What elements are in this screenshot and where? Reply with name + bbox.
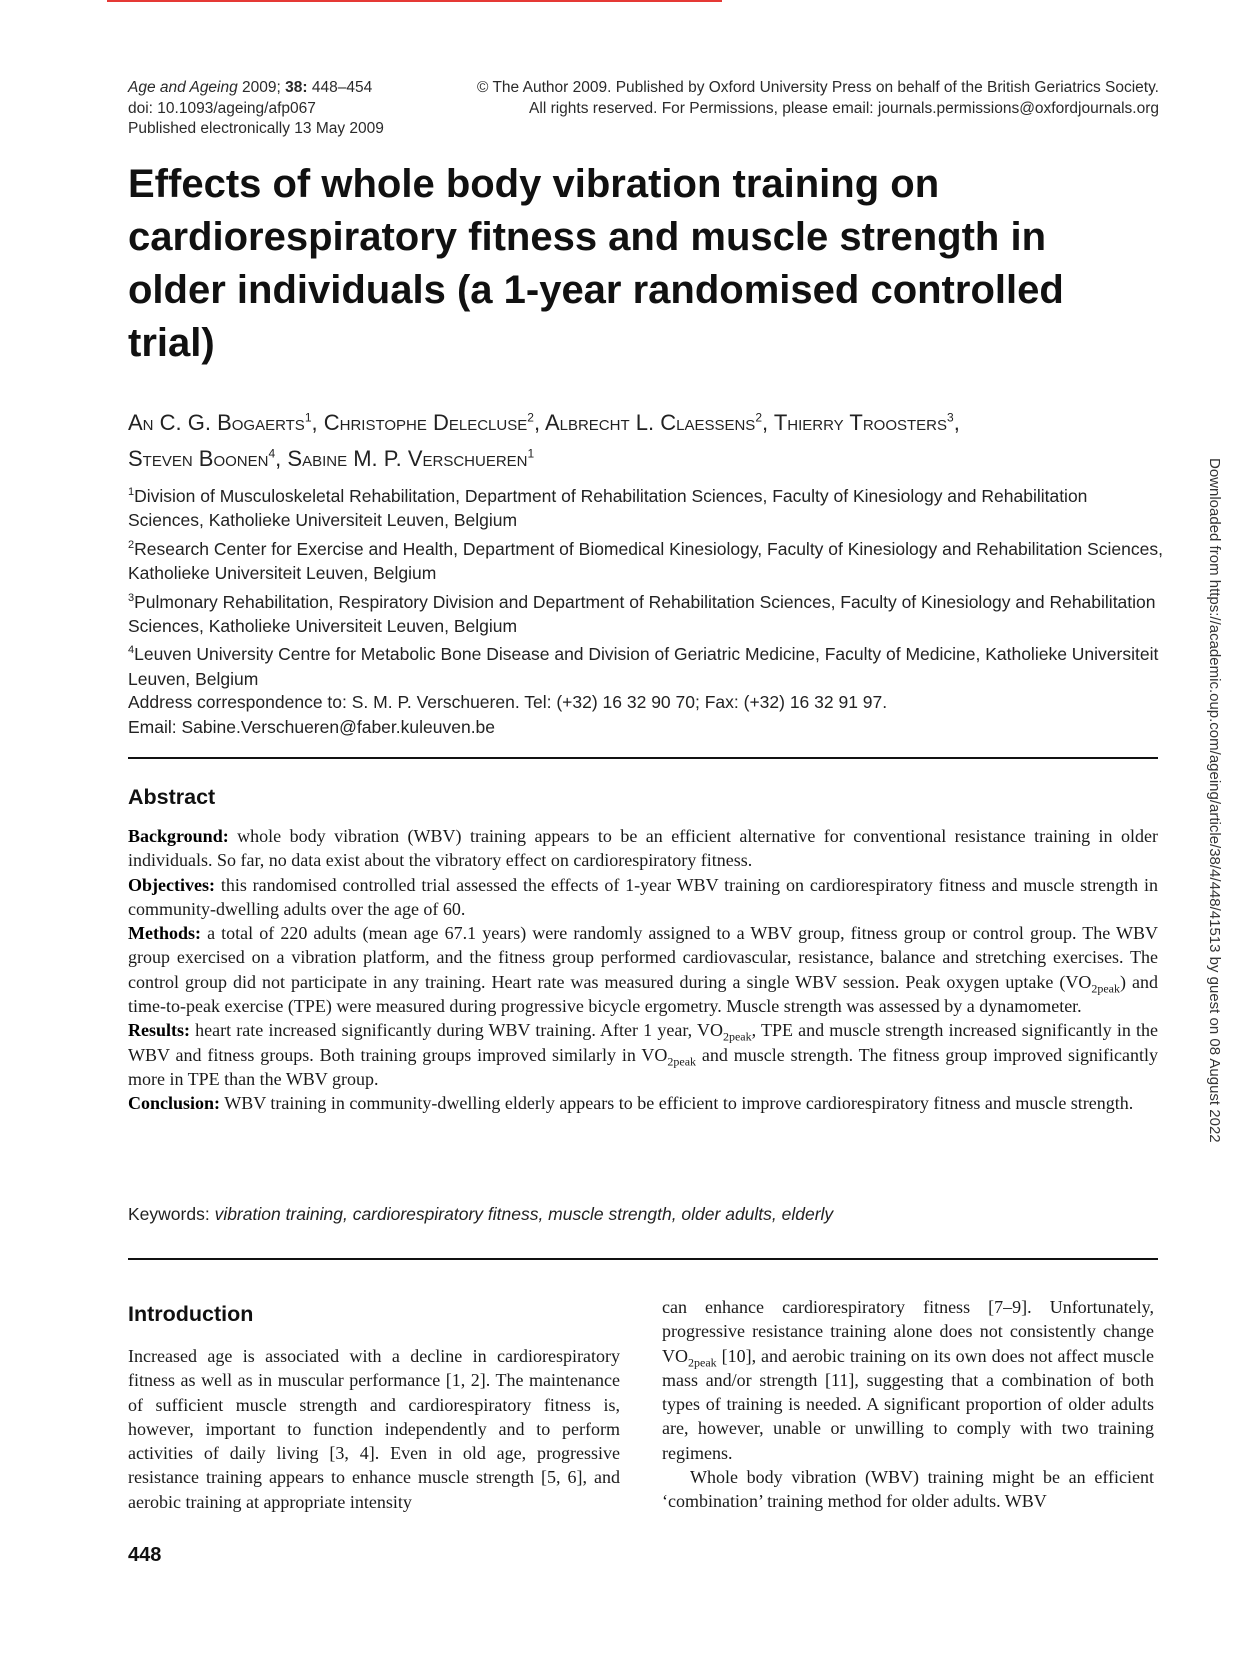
download-notice: Downloaded from https://academic.oup.com/ageing/article/38/4/448/41513 by guest on 08 August 2022: [1206, 458, 1223, 1143]
author-list: [128, 403, 1168, 474]
abstract-objectives: Objectives: this randomised controlled trial assessed the effects of 1-year WBV training on cardiorespiratory fitness and muscle strength in community-dwelling adults over the age of 60.: [128, 874, 1158, 919]
affiliation: $^3$Pulmonary Rehabilitation, Respiratory Division and Department of Rehabilitation Sciences, Faculty of Kinesiology and Rehabilitation Sciences, Katholieke Universiteit Leuven, Belgium: [128, 591, 1156, 636]
abstract-methods: Methods: a total of 220 adults (mean age 67.1 years) were randomly assigned to a WBV group, fitness group or control group. The WBV group exercised on a vibration platform, and the fitness group performed cardiovascular, resistance, balance and stretching exercises. The control group did not participate in any training. Heart rate was measured during a single WBV session. Peak oxygen uptake $(VO_{2peak})$ and time-to-peak exercise (TPE) were measured during progressive bicycle ergometry. Muscle strength was assessed by a dynamometer.: [128, 923, 1158, 1017]
author: An C. G. Bogaerts$^1$,: [128, 410, 324, 436]
volume: 38:: [285, 79, 308, 96]
intro-column-right: can enhance cardiorespiratory fitness [7–9]. Unfortunately, progressive resistance training alone does not consistently change $VO_{2peak}$ [10], and aerobic training on its own does not affect muscle mass and/or strength [11], suggesting that a combination of both types of training is needed. A significant proportion of older adults are, however, unable or unwilling to comply with two training regimens. Whole body vibration (WBV) training might be an efficient ‘combination’ training method for older adults. WBV: [662, 1297, 1154, 1512]
affiliation: $^1$Division of Musculoskeletal Rehabilitation, Department of Rehabilitation Sciences, Faculty of Kinesiology and Rehabilitation Sciences, Katholieke Universiteit Leuven, Belgium: [128, 485, 1088, 531]
abstract-heading: Abstract: [128, 785, 216, 809]
copyright-notice: © The Author 2009. Published by Oxford University Press on behalf of the British Geriatrics Society. All rights reserved. For Permissions, please email: journals.permissions@oxfordjournals.org: [477, 79, 1159, 117]
intro-column-left: Increased age is associated with a decline in cardiorespiratory fitness as well as in muscular performance [1, 2]. The maintenance of sufficient muscle strength and cardiorespiratory fitness is, however, important to function independently and to perform activities of daily living [3, 4]. Even in old age, progressive resistance training appears to enhance muscle strength [5, 6], and aerobic training at appropriate intensity: [128, 1346, 620, 1512]
author: Thierry Troosters$^3$,: [773, 410, 960, 436]
correspondence-address: Address correspondence to: S. M. P. Verschueren. Tel: (+32) 16 32 90 70; Fax: (+32) 16 32 91 97. Email: Sabine.Verschueren@faber.kuleuven.be: [128, 690, 1168, 740]
affiliation: $^4$Leuven University Centre for Metabolic Bone Disease and Division of Geriatric Medicine, Faculty of Medicine, Katholieke Universiteit Leuven, Belgium: [128, 644, 1159, 689]
author: Sabine M. P. Verschueren$^1$: [287, 445, 535, 471]
doi: doi: 10.1093/ageing/afp067: [128, 99, 316, 117]
article-title: Effects of whole body vibration training on cardiorespiratory fitness and muscle strength in older individuals (a 1-year randomised controlled trial): [128, 162, 1064, 365]
author: Steven Boonen$^4$,: [128, 445, 288, 471]
affiliation: $^2$Research Center for Exercise and Health, Department of Biomedical Kinesiology, Faculty of Kinesiology and Rehabilitation Sciences, Katholieke Universiteit Leuven, Belgium: [128, 538, 1163, 584]
abstract-body: [128, 824, 1158, 1116]
correspondence-email: Email: Sabine.Verschueren@faber.kuleuven.be: [128, 717, 496, 737]
page-number: 448: [128, 1544, 162, 1566]
abstract-results: Results: heart rate increased significantly during WBV training. After 1 year, $VO_{2peak}$, TPE and muscle strength increased significantly in the WBV and fitness groups. Both training groups improved similarly in $VO_{2peak}$ and muscle strength. The fitness group improved significantly more in TPE than the WBV group.: [128, 1020, 1159, 1089]
top-accent-line: [107, 0, 722, 2]
introduction-heading: Introduction: [128, 1302, 254, 1326]
divider: [128, 757, 1158, 759]
author: Christophe Delecluse$^2$,: [323, 410, 545, 436]
journal-name: Age and Ageing: [128, 79, 238, 96]
journal-citation: Age and Ageing 2009; 38: 448–454 doi: 10.1093/ageing/afp067 Published electronically 13 May 2009: [128, 78, 384, 140]
keywords: Keywords: vibration training, cardiorespiratory fitness, muscle strength, older adults, elderly: [128, 1204, 834, 1224]
abstract-background: Background: whole body vibration (WBV) training appears to be an efficient alternative for conventional resistance training in older individuals. So far, no data exist about the vibratory effect on cardiorespiratory fitness.: [128, 826, 1158, 871]
published-date: Published electronically 13 May 2009: [128, 120, 384, 137]
affiliations: [128, 480, 1168, 691]
author: Albrecht L. Claessens$^2$,: [544, 410, 774, 436]
abstract-conclusion: Conclusion: WBV training in community-dwelling elderly appears to be efficient to improve cardiorespiratory fitness and muscle strength.: [128, 1093, 1134, 1114]
divider: [128, 1258, 1158, 1260]
